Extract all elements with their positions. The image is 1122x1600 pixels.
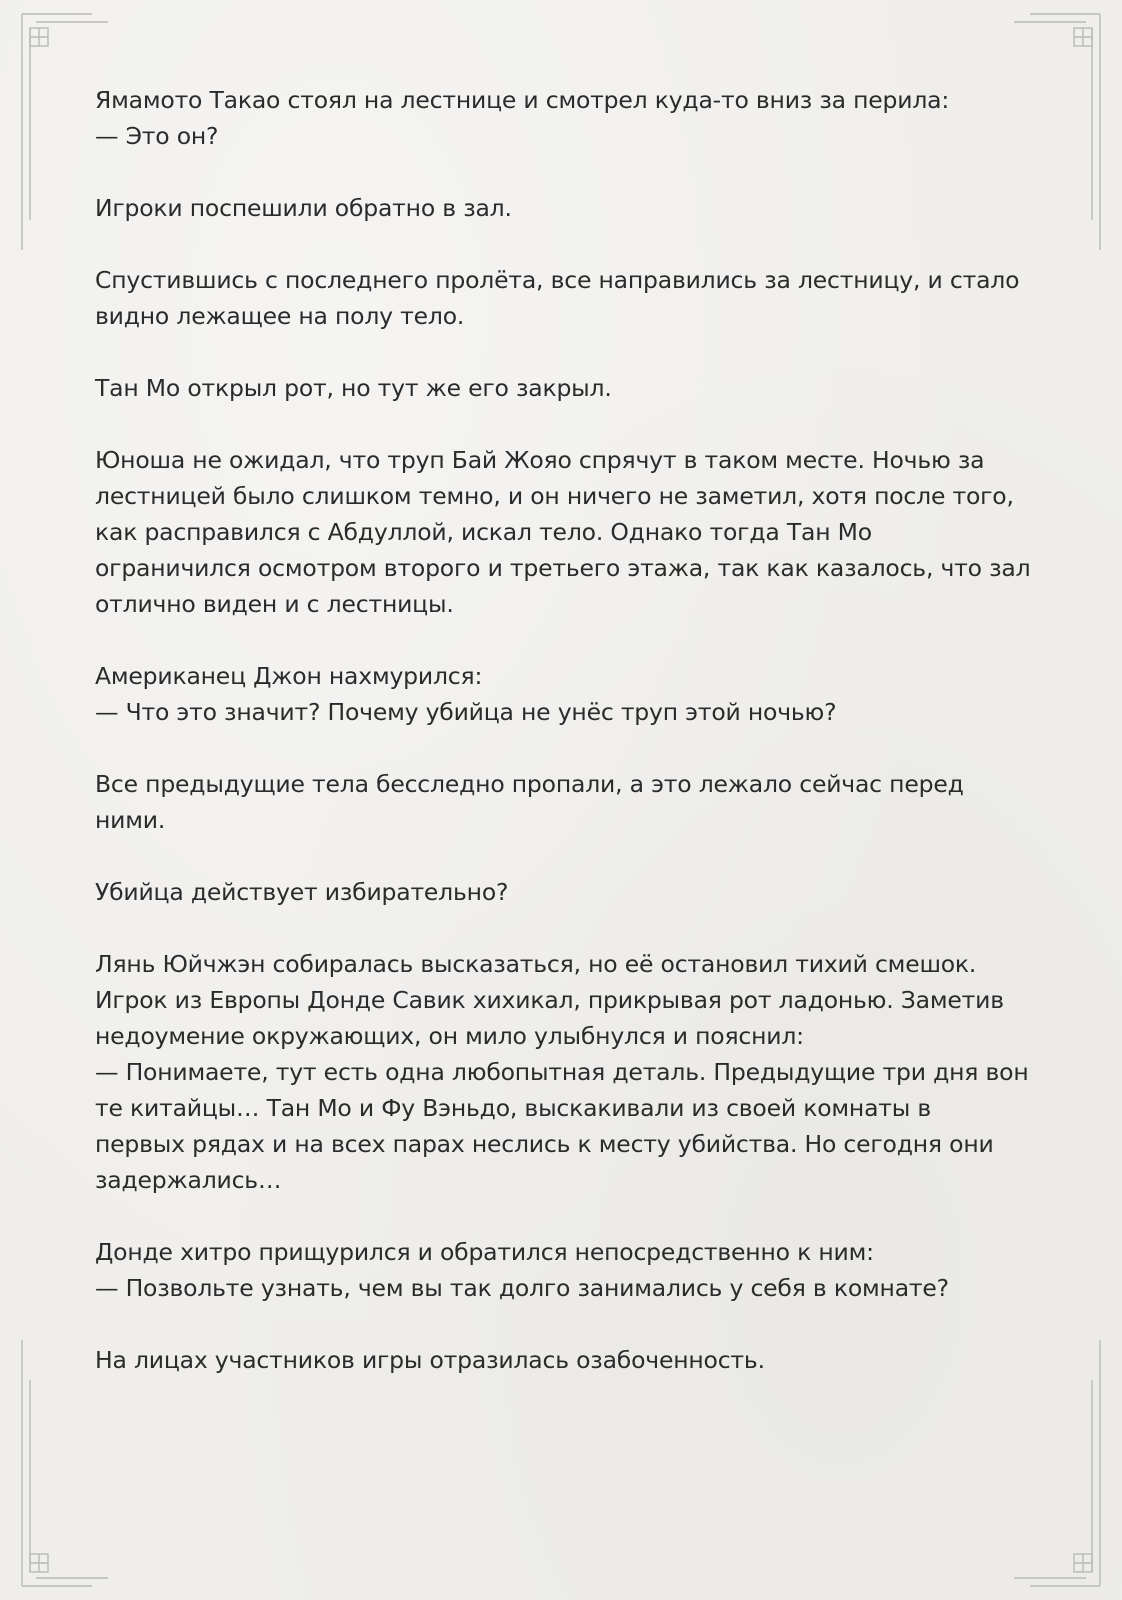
paragraph [95,262,1030,334]
paragraph [95,946,1030,1198]
text-line: — Что это значит? Почему убийца не унёс труп этой ночью? [95,698,837,726]
paragraph [95,370,1030,406]
paragraph [95,1234,1030,1306]
text-line: Игрок из Европы Донде Савик хихикал, прикрывая рот ладонью. Заметив [95,986,1004,1014]
text-line: отлично виден и с лестницы. [95,590,454,618]
text-line: Убийца действует избирательно? [95,878,509,906]
text-line: как расправился с Абдуллой, искал тело. Однако тогда Тан Мо [95,518,872,546]
text-line: задержались… [95,1166,282,1194]
text-line: лестницей было слишком темно, и он ничего не заметил, хотя после того, [95,482,1014,510]
paragraph [95,442,1030,622]
text-line: видно лежащее на полу тело. [95,302,465,330]
text-body [95,82,1030,1414]
text-line: Все предыдущие тела бесследно пропали, а это лежало сейчас перед [95,770,964,798]
text-line: Ямамото Такао стоял на лестнице и смотрел куда-то вниз за перила: [95,86,950,114]
text-line: ограничился осмотром второго и третьего этажа, так как казалось, что зал [95,554,1031,582]
paragraph [95,658,1030,730]
text-line: — Это он? [95,122,219,150]
text-line: Донде хитро прищурился и обратился непосредственно к ним: [95,1238,874,1266]
text-line: Юноша не ожидал, что труп Бай Жояо спрячут в таком месте. Ночью за [95,446,985,474]
text-line: Тан Мо открыл рот, но тут же его закрыл. [95,374,612,402]
text-line: первых рядах и на всех парах неслись к месту убийства. Но сегодня они [95,1130,994,1158]
text-line: — Понимаете, тут есть одна любопытная деталь. Предыдущие три дня вон [95,1058,1029,1086]
paragraph [95,1342,1030,1378]
paragraph [95,766,1030,838]
text-line: — Позвольте узнать, чем вы так долго занимались у себя в комнате? [95,1274,949,1302]
text-line: недоумение окружающих, он мило улыбнулся и пояснил: [95,1022,804,1050]
paragraph [95,82,1030,154]
text-line: На лицах участников игры отразилась озабоченность. [95,1346,765,1374]
text-line: те китайцы… Тан Мо и Фу Вэньдо, выскакивали из своей комнаты в [95,1094,932,1122]
paragraph [95,190,1030,226]
text-line: Игроки поспешили обратно в зал. [95,194,512,222]
text-line: Американец Джон нахмурился: [95,662,483,690]
text-line: Лянь Юйчжэн собиралась высказаться, но её остановил тихий смешок. [95,950,977,978]
text-line: Спустившись с последнего пролёта, все направились за лестницу, и стало [95,266,1020,294]
paragraph [95,874,1030,910]
text-line: ними. [95,806,166,834]
